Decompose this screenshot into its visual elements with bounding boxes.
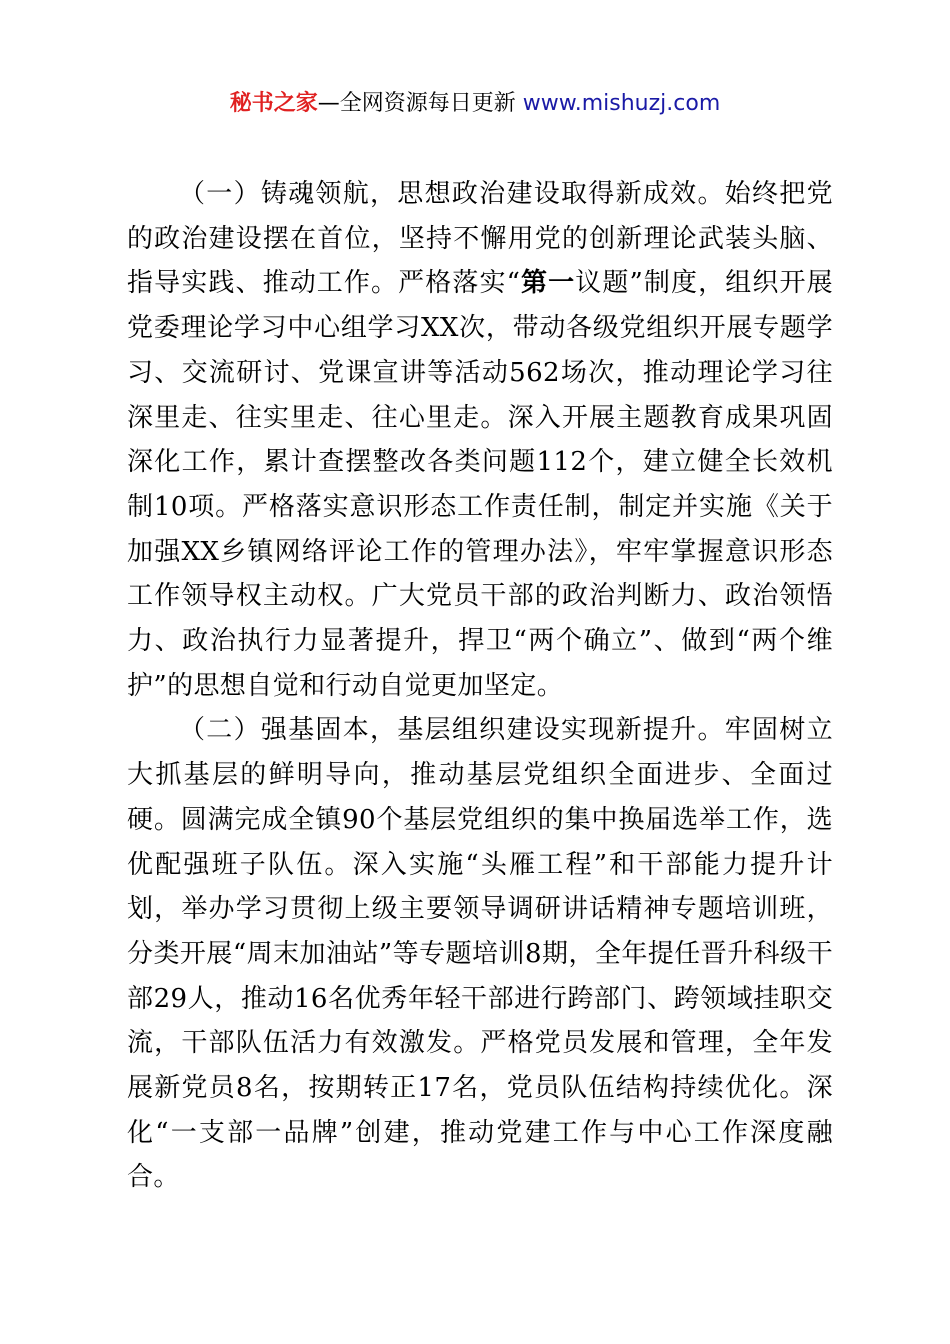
brand-name: 秘书之家 [229, 91, 318, 116]
site-url-link[interactable]: www.mishuzj.com [522, 91, 721, 116]
document-body [127, 172, 833, 1200]
paragraph-1-text-end: 议题”制度，组织开展党委理论学习中心组学习XX次，带动各级党组织开展专题学习、交流研讨、党课宣讲等活动562场次，推动理论学习往深里走、往实里走、往心里走。深入开展主题教育成果巩固深化工作，累计查摆整改各类问题112个，建立健全长效机制10项。严格落实意识形态工作责任制，制定并实施《关于加强XX乡镇网络评论工作的管理办法》，牢牢掌握意识形态工作领导权主动权。广大党员干部的政治判断力、政治领悟力、政治执行力显著提升，捍卫“两个确立”、做到“两个维护”的思想自觉和行动自觉更加坚定。 [127, 268, 833, 701]
header-tagline: —全网资源每日更新 [317, 91, 516, 116]
paragraph-2: （二）强基固本，基层组织建设实现新提升。牢固树立大抓基层的鲜明导向，推动基层党组织全面进步、全面过硬。圆满完成全镇90个基层党组织的集中换届选举工作，选优配强班子队伍。深入实施“头雁工程”和干部能力提升计划，举办学习贯彻上级主要领导调研讲话精神专题培训班，分类开展“周末加油站”等专题培训8期，全年提任晋升科级干部29人，推动16名优秀年轻干部进行跨部门、跨领域挂职交流，干部队伍活力有效激发。严格党员发展和管理，全年发展新党员8名，按期转正17名，党员队伍结构持续优化。深化“一支部一品牌”创建，推动党建工作与中心工作深度融合。 [127, 715, 833, 1193]
paragraph-1-bold-text: 第一 [520, 268, 576, 299]
page-header [0, 88, 950, 120]
paragraph-1-text-start: （一）铸魂领航，思想政治建设取得新成效。始终把党的政治建设摆在首位，坚持不懈用党的创新理论武装头脑、指导实践、推动工作。严格落实“ [127, 179, 833, 299]
paragraph-1 [127, 172, 833, 708]
